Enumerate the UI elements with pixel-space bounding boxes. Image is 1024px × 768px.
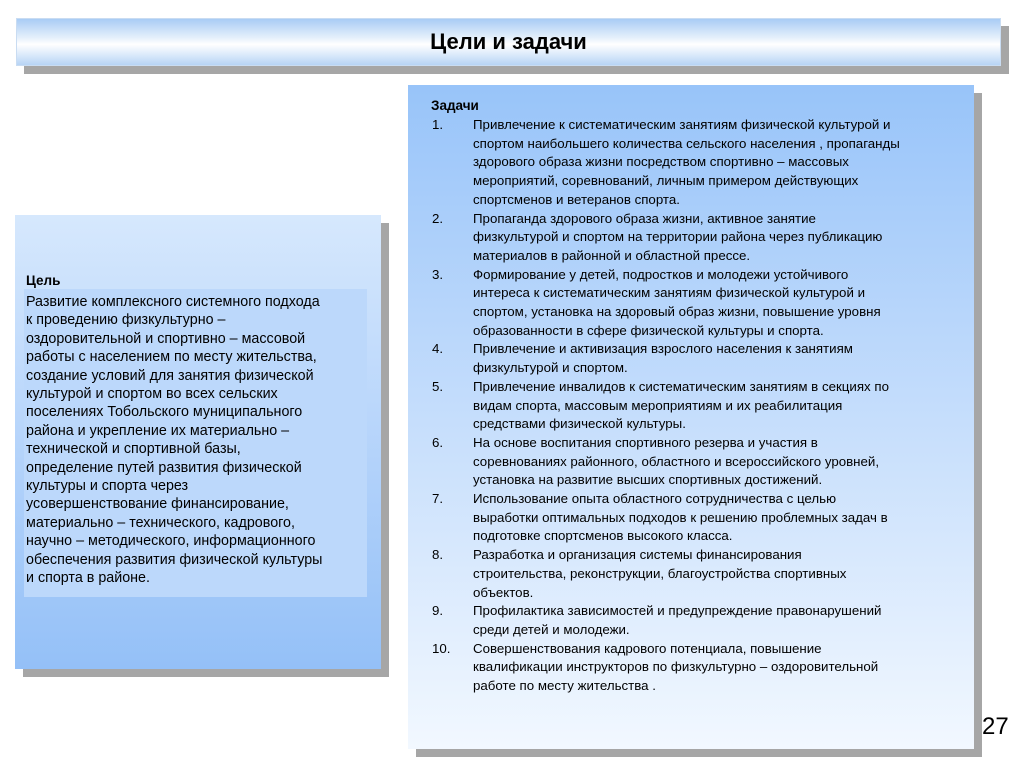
task-item <box>432 340 987 377</box>
task-text <box>473 434 987 490</box>
task-text-line: Привлечение инвалидов к систематическим занятиям в секциях по <box>473 378 889 394</box>
task-text <box>473 378 987 434</box>
task-text-line: Совершенствования кадрового потенциала, повышение <box>473 640 822 656</box>
goal-text-line: культуры и спорта через <box>26 478 189 495</box>
goal-text-line: усовершенствование финансирование, <box>26 496 289 513</box>
slide-title: Цели и задачи <box>430 29 587 54</box>
task-text-line: выработки оптимальных подходов к решению проблемных задач в <box>473 509 888 525</box>
goal-text-line: работы с населением по месту жительства, <box>26 349 317 366</box>
goal-text-panel <box>24 289 367 597</box>
task-item <box>432 378 987 434</box>
task-text-line: средствами физической культуры. <box>473 416 686 432</box>
task-text-line: спортсменов и ветеранов спорта. <box>473 191 680 207</box>
task-text-line: Разработка и организация системы финансирования <box>473 547 802 563</box>
task-text <box>473 640 987 696</box>
task-text <box>473 340 987 377</box>
task-text-line: видам спорта, массовым мероприятиям и их реабилитация <box>473 397 843 413</box>
task-text <box>473 266 987 341</box>
task-number: 10. <box>432 640 451 656</box>
task-text-line: Привлечение к систематическим занятиям физической культурой и <box>473 117 891 132</box>
task-item <box>432 116 987 210</box>
task-item <box>432 640 987 696</box>
task-number: 4. <box>432 341 444 357</box>
task-text-line: мероприятий, соревнований, личным примером действующих <box>473 173 859 189</box>
task-number: 8. <box>432 547 444 563</box>
goal-text <box>26 293 367 588</box>
goal-text-line: создание условий для занятия физической <box>26 367 314 384</box>
task-text-line: Привлечение и активизация взрослого населения к занятиям <box>473 341 853 357</box>
task-text-line: здорового образа жизни посредством спортивно – массовых <box>473 154 849 170</box>
task-item <box>432 434 987 490</box>
goal-text-line: культурой и спортом во всех сельских <box>26 386 278 403</box>
goal-text-line: поселениях Тобольского муниципального <box>26 404 303 421</box>
goal-text-line: Развитие комплексного системного подхода <box>26 294 320 310</box>
task-text-line: строительства, реконструкции, благоустройства спортивных <box>473 565 847 581</box>
goal-text-line: технической и спортивной базы, <box>26 441 241 458</box>
task-item <box>432 210 987 266</box>
task-text-line: материалов в районной и областной прессе. <box>473 247 751 263</box>
task-item <box>432 266 987 341</box>
task-item <box>432 490 987 546</box>
task-text-line: подготовке спортсменов высокого класса. <box>473 528 733 544</box>
task-text-line: Формирование у детей, подростков и молодежи устойчивого <box>473 266 849 282</box>
tasks-heading: Задачи <box>431 98 479 113</box>
page-number: 27 <box>982 713 1009 740</box>
goal-text-line: и спорта в районе. <box>26 570 150 587</box>
task-number: 5. <box>432 378 444 394</box>
goal-text-line: материально – технического, кадрового, <box>26 514 295 531</box>
task-text-line: Пропаганда здорового образа жизни, активное занятие <box>473 210 816 226</box>
goal-text-line: к проведению физкультурно – <box>26 312 226 329</box>
task-text-line: интереса к систематическим занятиям физической культурой и <box>473 285 866 301</box>
task-text-line: квалификации инструкторов по физкультурно – оздоровительной <box>473 659 879 675</box>
tasks-box <box>408 85 974 749</box>
goal-text-line: обеспечения развития физической культуры <box>26 551 323 568</box>
goal-label: Цель <box>26 273 61 288</box>
goal-text-line: оздоровительной и спортивно – массовой <box>26 330 306 347</box>
task-text-line: установка на развитие высших спортивных достижений. <box>473 472 823 488</box>
task-item <box>432 602 987 639</box>
task-text-line: Использование опыта областного сотрудничества с целью <box>473 491 837 507</box>
task-text <box>473 490 987 546</box>
task-text <box>473 546 987 602</box>
goal-text-line: научно – методического, информационного <box>26 533 316 550</box>
tasks-list <box>432 116 987 696</box>
task-text-line: На основе воспитания спортивного резерва и участия в <box>473 434 818 450</box>
task-item <box>432 546 987 602</box>
task-text-line: спортом, установка на здоровый образ жизни, повышение уровня <box>473 304 881 320</box>
task-number: 9. <box>432 603 444 619</box>
task-text <box>473 210 987 266</box>
task-text <box>473 602 987 639</box>
task-text-line: соревнованиях районного, областного и всероссийского уровней, <box>473 453 880 469</box>
task-text <box>473 116 987 210</box>
task-text-line: работе по месту жительства . <box>473 678 656 694</box>
task-number: 3. <box>432 266 444 282</box>
task-number: 1. <box>432 117 444 132</box>
goal-text-line: определение путей развития физической <box>26 459 302 476</box>
task-text-line: спортом наибольшего количества сельского населения , пропаганды <box>473 135 900 151</box>
task-text-line: образованности в сфере физической культуры и спорта. <box>473 322 824 338</box>
task-text-line: среди детей и молодежи. <box>473 621 630 637</box>
task-number: 6. <box>432 434 444 450</box>
task-number: 7. <box>432 491 444 507</box>
task-number: 2. <box>432 210 444 226</box>
title-bar <box>16 18 1001 66</box>
task-text-line: Профилактика зависимостей и предупреждение правонарушений <box>473 603 882 619</box>
task-text-line: физкультурой и спортом. <box>473 360 628 376</box>
goal-box <box>15 215 381 669</box>
task-text-line: физкультурой и спортом на территории района через публикацию <box>473 229 883 245</box>
task-text-line: объектов. <box>473 584 534 600</box>
goal-text-line: района и укрепление их материально – <box>26 422 290 439</box>
